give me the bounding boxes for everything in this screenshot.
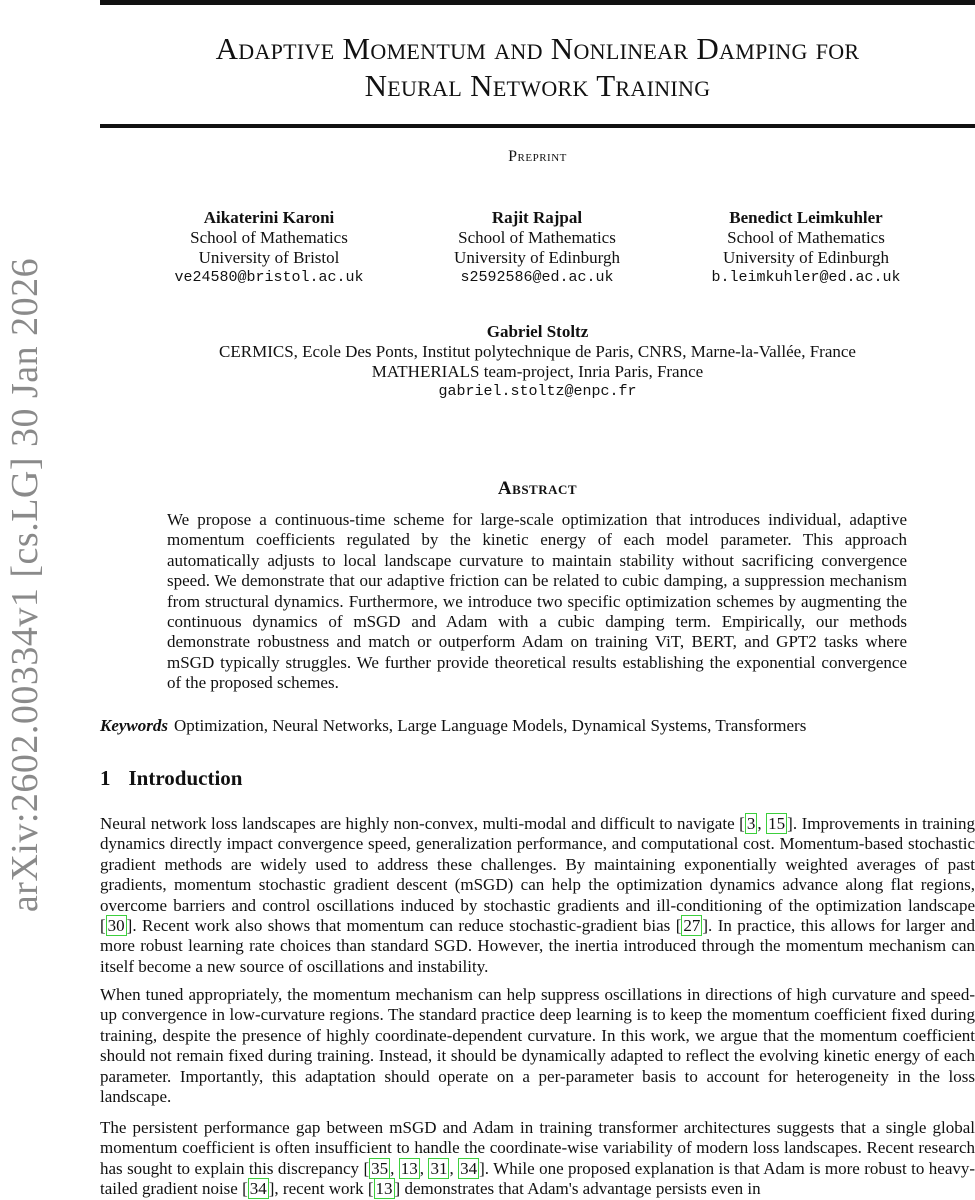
paper-title: [100, 30, 975, 104]
abstract-heading: Abstract: [497, 478, 578, 499]
citation-link[interactable]: 27: [683, 916, 701, 936]
citation-link[interactable]: 35: [371, 1158, 389, 1178]
section-number: 1: [100, 766, 111, 790]
author-email[interactable]: gabriel.stoltz@enpc.fr: [438, 383, 637, 400]
author-block-1: [139, 208, 399, 288]
author-institution: MATHERIALS team-project, Inria Paris, France: [371, 362, 704, 381]
paragraph-text: ,: [390, 1158, 399, 1178]
author-department: School of Mathematics: [727, 228, 885, 247]
paragraph-text: ]. Improvements in training dynamics directly impact convergence speed, generalization performance, and computational cost. Momentum-based stochastic gradient methods are widely used to address these challenges. By maintaining exponentially weighted averages of past gradients, momentum stochastic gradient descent (mSGD) can help the optimization dynamics advance along flat regions, overcome barriers and control oscillations induced by stochastic gradients and ill-conditioning of the optimization landscape [: [100, 814, 975, 936]
keywords-line: [100, 716, 975, 736]
title-top-rule: [100, 0, 975, 5]
abstract-body: We propose a continuous-time scheme for large-scale optimization that introduces individual, adaptive momentum coefficients regulated by the kinetic energy of each model parameter. This approach automatically adjusts to local landscape curvature to maintain stability without sacrificing convergence speed. We demonstrate that our adaptive friction can be related to cubic damping, a suppression mechanism from structural dynamics. Furthermore, we introduce two specific optimization schemes by augmenting the continuous dynamics of mSGD and Adam with a cubic damping term. Empirically, our methods demonstrate robustness and match or outperform Adam on training ViT, BERT, and GPT2 tasks where mSGD typically struggles. We further provide theoretical results establishing the exponential convergence of the proposed schemes.: [167, 510, 907, 693]
keywords-list: Optimization, Neural Networks, Large Language Models, Dynamical Systems, Transformers: [174, 716, 807, 735]
author-name: Gabriel Stoltz: [486, 322, 589, 341]
citation-link[interactable]: 34: [460, 1158, 478, 1178]
author-block-4: [100, 322, 975, 402]
intro-paragraph-1: [100, 814, 975, 977]
arxiv-identifier-stamp: [0, 245, 50, 925]
paragraph-text: ]. Recent work also shows that momentum can reduce stochastic-gradient bias [: [126, 916, 682, 936]
section-heading-introduction: [100, 766, 242, 791]
author-name: Benedict Leimkuhler: [729, 208, 883, 227]
citation-link[interactable]: 3: [746, 814, 756, 833]
citation-link[interactable]: 15: [768, 814, 786, 833]
citation-link[interactable]: 34: [249, 1179, 267, 1199]
author-name: Rajit Rajpal: [491, 208, 583, 227]
author-institution: University of Bristol: [198, 248, 340, 267]
paragraph-text: ], recent work [: [268, 1179, 374, 1199]
author-email[interactable]: b.leimkuhler@ed.ac.uk: [711, 269, 901, 286]
paragraph-text: ,: [757, 814, 767, 833]
intro-paragraph-2: When tuned appropriately, the momentum mechanism can help suppress oscillations in directions of high curvature and speed-up convergence in low-curvature regions. The standard practice deep learning is to keep the momentum coefficient fixed during training, despite the presence of highly coordinate-dependent curvature. In this work, we argue that the momentum coefficient should not remain fixed during training. Instead, it should be dynamically adapted to reflect the evolving kinetic energy of each parameter. Importantly, this adaptation should operate on a per-parameter basis to account for heterogeneity in the loss landscape.: [100, 985, 975, 1107]
paragraph-text: The persistent performance gap between mSGD and Adam in training transformer architectures suggests that a single global momentum coefficient is often insufficient to handle the coordinate-wise variability of modern loss landscapes. Recent research has sought to explain this discrepancy [: [100, 1118, 975, 1178]
author-institution: University of Edinburgh: [454, 248, 620, 267]
paragraph-text: ,: [419, 1158, 429, 1178]
preprint-label: Preprint: [508, 148, 567, 165]
paragraph-text: Neural network loss landscapes are highly non-convex, multi-modal and difficult to navigate [: [100, 814, 745, 833]
citation-link[interactable]: 30: [107, 916, 125, 936]
author-block-3: [676, 208, 936, 288]
citation-link[interactable]: 31: [430, 1158, 448, 1178]
author-department: School of Mathematics: [458, 228, 616, 247]
paragraph-text: ] demonstrates that Adam's advantage persists even in: [394, 1179, 761, 1199]
paragraph-text: ,: [449, 1158, 459, 1178]
author-email[interactable]: ve24580@bristol.ac.uk: [174, 269, 364, 286]
arxiv-identifier-text: arXiv:2602.00334v1 [cs.LG] 30 Jan 2026: [4, 257, 46, 913]
author-name: Aikaterini Karoni: [203, 208, 335, 227]
author-block-2: [407, 208, 667, 288]
citation-link[interactable]: 13: [400, 1158, 418, 1178]
intro-paragraph-3: [100, 1118, 975, 1200]
paragraph-text: ]. While one proposed explanation is that Adam is more robust to heavy-tailed gradient noise [: [100, 1158, 975, 1199]
section-title: Introduction: [128, 766, 243, 790]
paper-title-line-1: Adaptive Momentum and Nonlinear Damping for: [215, 31, 860, 66]
title-bottom-rule: [100, 124, 975, 128]
citation-link[interactable]: 13: [375, 1179, 393, 1199]
paper-title-line-2: Neural Network Training: [364, 68, 711, 103]
author-institution: University of Edinburgh: [723, 248, 889, 267]
author-email[interactable]: s2592586@ed.ac.uk: [460, 269, 614, 286]
author-department: School of Mathematics: [190, 228, 348, 247]
author-department: CERMICS, Ecole Des Ponts, Institut polytechnique de Paris, CNRS, Marne-la-Vallée, France: [219, 342, 856, 361]
keywords-label: Keywords: [100, 716, 168, 735]
paragraph-text: ]. In practice, this allows for larger and more robust learning rate choices than standard SGD. However, the inertia introduced through the momentum mechanism can itself become a new source of oscillations and instability.: [100, 916, 975, 976]
